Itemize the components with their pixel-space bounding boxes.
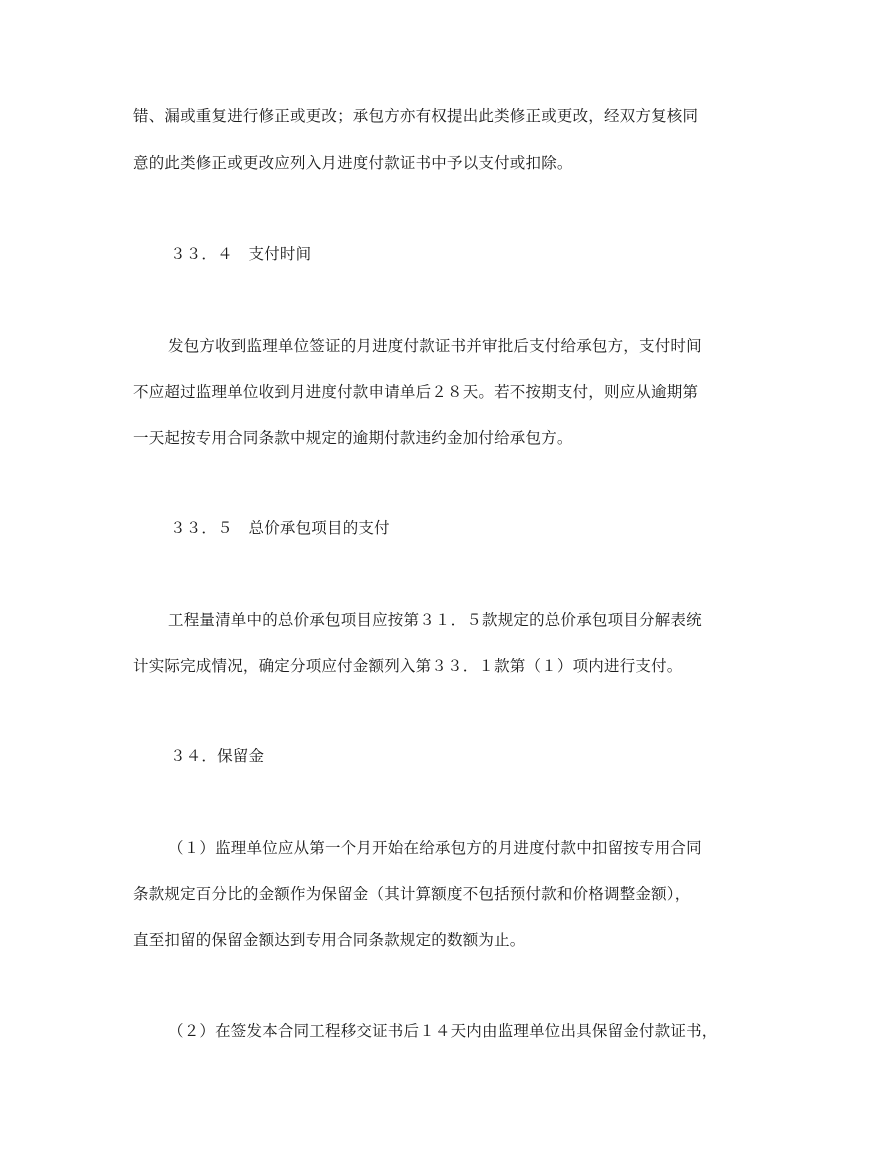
section-heading-33-5: ３３．５ 总价承包项目的支付: [170, 519, 390, 537]
paragraph-1-line-2: 意的此类修正或更改应列入月进度付款证书中予以支付或扣除。: [133, 154, 573, 172]
paragraph-4-line-1: （１）监理单位应从第一个月开始在给承包方的月进度付款中扣留按专用合同: [168, 839, 702, 857]
paragraph-3-line-2: 计实际完成情况，确定分项应付金额列入第３３．１款第（１）项内进行支付。: [133, 657, 683, 675]
paragraph-2-line-1: 发包方收到监理单位签证的月进度付款证书并审批后支付给承包方，支付时间: [168, 337, 702, 355]
paragraph-4-line-2: 条款规定百分比的金额作为保留金（其计算额度不包括预付款和价格调整金额），: [133, 885, 691, 903]
section-heading-33-4: ３３．４ 支付时间: [170, 245, 312, 263]
paragraph-2-line-2: 不应超过监理单位收到月进度付款申请单后２８天。若不按期支付，则应从逾期第: [133, 383, 699, 401]
paragraph-2-line-3: 一天起按专用合同条款中规定的逾期付款违约金加付给承包方。: [133, 429, 573, 447]
paragraph-3-line-1: 工程量清单中的总价承包项目应按第３１．５款规定的总价承包项目分解表统: [168, 611, 702, 629]
paragraph-5-line-1: （２）在签发本合同工程移交证书后１４天内由监理单位出具保留金付款证书，: [168, 1022, 718, 1040]
paragraph-1-line-1: 错、漏或重复进行修正或更改；承包方亦有权提出此类修正或更改，经双方复核同: [133, 107, 699, 125]
paragraph-4-line-3: 直至扣留的保留金额达到专用合同条款规定的数额为止。: [133, 931, 526, 949]
section-heading-34: ３４．保留金: [170, 747, 265, 765]
